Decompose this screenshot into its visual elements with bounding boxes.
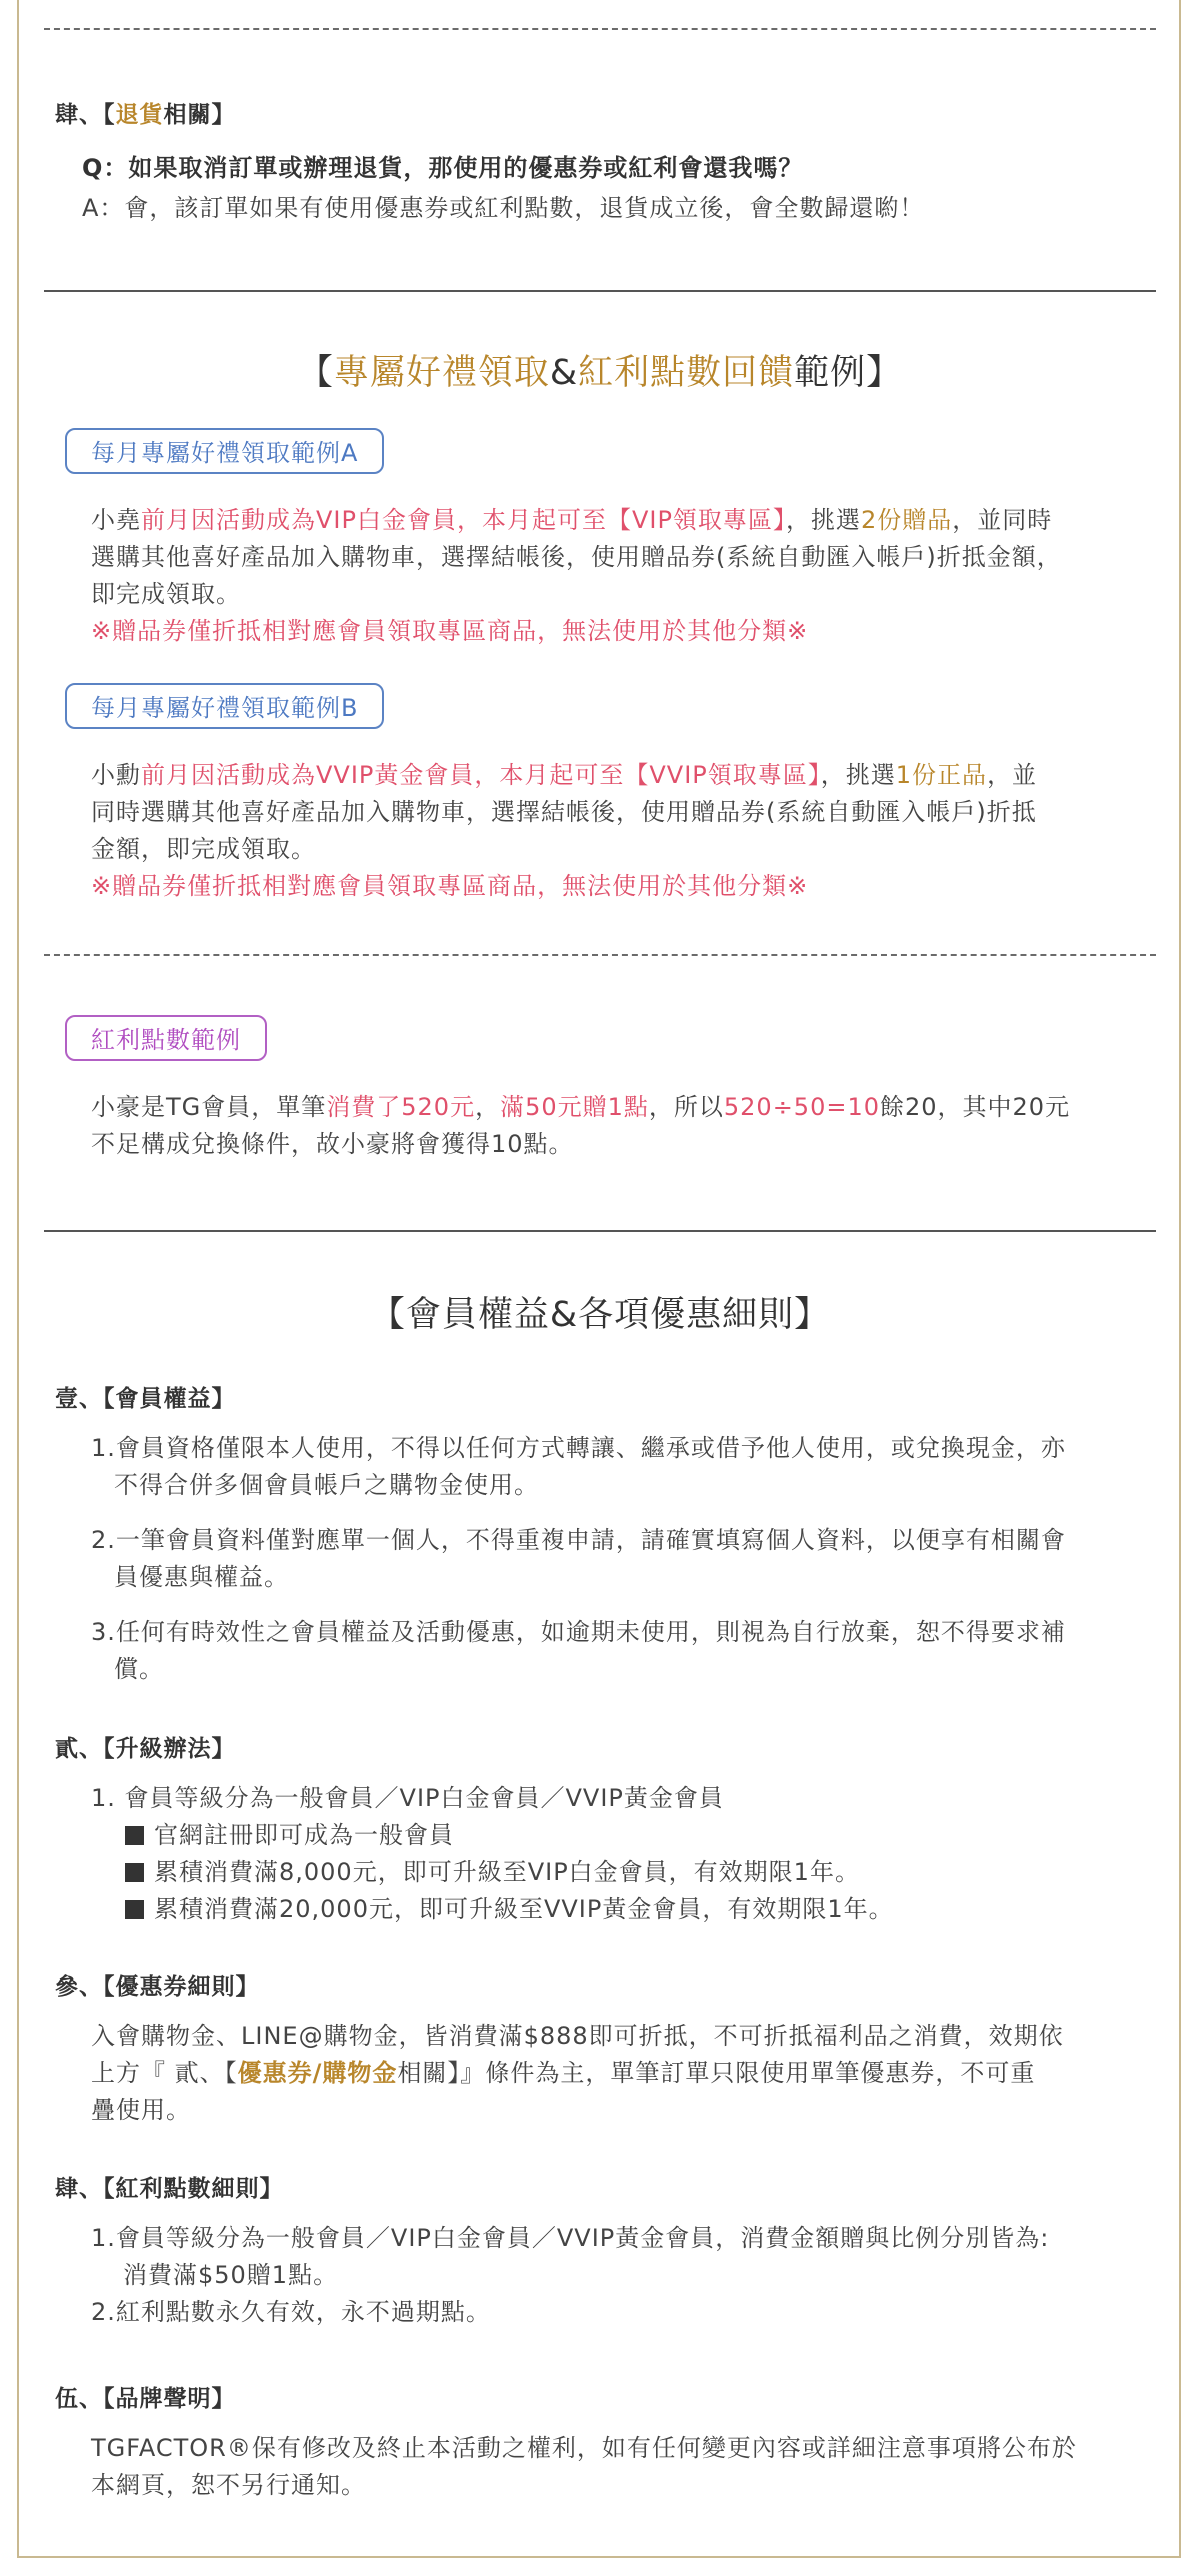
text-line [91,2055,1171,2092]
example-a-note: ※贈品券僅折抵相對應會員領取專區商品，無法使用於其他分類※ [91,617,809,645]
text-line: TGFACTOR®保有修改及終止本活動之權利，如有任何變更內容或詳細注意事項將公布於 [91,2434,1077,2462]
red-highlight: 消費了520元 [326,1093,476,1121]
example-a-line1 [91,502,1171,539]
example-b-text [91,757,1171,905]
rules-s5-heading: 伍、【品牌聲明】 [55,2386,236,2412]
return-question: Q：如果取消訂單或辦理退貨，那使用的優惠券或紅利會還我嗎？ [82,154,804,182]
return-section-heading [55,96,236,129]
item-line: 2.紅利點數永久有效，永不過期點。 [91,2298,491,2326]
bonus-example-text [91,1089,1171,1163]
example-b-pill: 每月專屬好禮領取範例B [65,683,384,729]
upgrade-bullet-3 [91,1891,1171,1928]
return-answer: A：會，該訂單如果有使用優惠券或紅利點數，退貨成立後，會全數歸還喲！ [82,194,925,222]
item-line: 不得合併多個會員帳戶之購物金使用。 [114,1471,539,1499]
red-highlight: 前月因活動成為VIP白金會員，本月起可至【VIP領取專區】 [141,506,786,534]
example-b-line2: 同時選購其他喜好產品加入購物車，選擇結帳後，使用贈品券(系統自動匯入帳戶)折抵 [91,798,1037,826]
bullet-text: 累積消費滿8,000元，即可升級至VIP白金會員，有效期限1年。 [154,1858,860,1886]
rules-s3-heading: 參、【優惠券細則】 [55,1974,260,2000]
example-b-line3: 金額，即完成領取。 [91,835,316,863]
rules-title: 【會員權益&各項優惠細則】 [369,1295,831,1335]
item-line: 2.一筆會員資料僅對應單一個人，不得重複申請，請確實填寫個人資料，以便享有相關會 [91,1526,1066,1554]
gold-highlight: 2份贈品 [860,506,953,534]
item-line: 1.會員資格僅限本人使用，不得以任何方式轉讓、繼承或借予他人使用，或兌換現金，亦 [91,1434,1066,1462]
item-line: 3.任何有時效性之會員權益及活動優惠，如逾期未使用，則視為自行放棄，恕不得要求補 [91,1618,1066,1646]
red-highlight: 滿50元贈1點 [500,1093,649,1121]
title-bracket: 【 [297,353,334,393]
text-span: ， [475,1093,501,1121]
square-bullet-icon [125,1900,144,1919]
rules-s2-list [91,1780,1171,1928]
item-line: 1.會員等級分為一般會員／VIP白金會員／VVIP黃金會員，消費金額贈與比例分別皆為: [91,2224,1050,2252]
dashed-divider [44,954,1156,956]
square-bullet-icon [125,1826,144,1845]
rules-s4-heading: 肆、【紅利點數細則】 [55,2176,284,2202]
example-a-line3: 即完成領取。 [91,580,241,608]
text-span: ，並同時 [952,506,1053,534]
text-span: ，挑選 [820,761,896,789]
item-line: 償。 [114,1655,164,1683]
bullet-text: 累積消費滿20,000元，即可升級至VVIP黃金會員，有效期限1年。 [154,1895,894,1923]
text-span: 相關】』條件為主，單筆訂單只限使用單筆優惠券，不可重 [397,2059,1036,2087]
example-a-line2: 選購其他喜好產品加入購物車，選擇結帳後，使用贈品券(系統自動匯入帳戶)折抵金額， [91,543,1062,571]
rules-s2-heading: 貳、【升級辦法】 [55,1736,236,1762]
text-span: 餘20，其中20元 [880,1093,1071,1121]
title-amp: & [549,353,579,393]
rules-s1-item3 [91,1614,1171,1688]
example-b-note: ※贈品券僅折抵相對應會員領取專區商品，無法使用於其他分類※ [91,872,809,900]
title-rest: 範例】 [794,353,903,393]
red-highlight: 520÷50=10 [723,1093,880,1121]
text-span: 小勳 [91,761,141,789]
upgrade-item: 1. 會員等級分為一般會員／VIP白金會員／VVIP黃金會員 [91,1784,724,1812]
item-line: 消費滿$50贈1點。 [123,2261,339,2289]
text-span: 小堯 [91,506,141,534]
title-part-gift: 專屬好禮領取 [333,353,550,393]
rules-s3-text [91,2018,1171,2129]
text-span: 上方『 貳、【 [91,2059,238,2087]
heading-suffix: 相關】 [163,102,236,128]
text-line: 入會購物金、LINE@購物金，皆消費滿$888即可折抵，不可折抵福利品之消費，效期依 [91,2022,1064,2050]
rules-s1-item2 [91,1522,1171,1596]
rules-s1-item1 [91,1430,1171,1504]
solid-divider [44,1230,1156,1232]
item-line: 員優惠與權益。 [114,1563,289,1591]
bonus-example-pill: 紅利點數範例 [65,1015,267,1061]
text-span: ，所以 [648,1093,724,1121]
rules-s5-text [91,2430,1171,2504]
rules-s1-heading: 壹、【會員權益】 [55,1386,236,1412]
text-span: ，並 [987,761,1038,789]
bullet-text: 官網註冊即可成為一般會員 [154,1821,454,1849]
example-a-text [91,502,1171,650]
rules-s4-text [91,2220,1171,2331]
text-span: ，挑選 [785,506,861,534]
example-a-pill: 每月專屬好禮領取範例A [65,428,384,474]
text-line: 本網頁，恕不另行通知。 [91,2471,366,2499]
gold-highlight: 1份正品 [895,761,988,789]
bonus-line2: 不足構成兌換條件，故小豪將會獲得10點。 [91,1130,574,1158]
examples-title [0,345,1200,395]
text-span: 小豪是TG會員，單筆 [91,1093,327,1121]
dashed-divider [44,28,1156,30]
red-highlight: 前月因活動成為VVIP黃金會員，本月起可至【VVIP領取專區】 [141,761,821,789]
gold-highlight: 優惠券/購物金 [237,2059,398,2087]
heading-prefix: 肆、【 [55,102,116,128]
title-part-bonus: 紅利點數回饋 [578,353,795,393]
example-b-line1 [91,757,1171,794]
square-bullet-icon [125,1863,144,1882]
heading-highlight: 退貨 [115,102,164,128]
upgrade-bullet-1 [91,1817,1171,1854]
bonus-line1 [91,1089,1171,1126]
upgrade-bullet-2 [91,1854,1171,1891]
solid-divider [44,290,1156,292]
text-line: 疊使用。 [91,2096,191,2124]
